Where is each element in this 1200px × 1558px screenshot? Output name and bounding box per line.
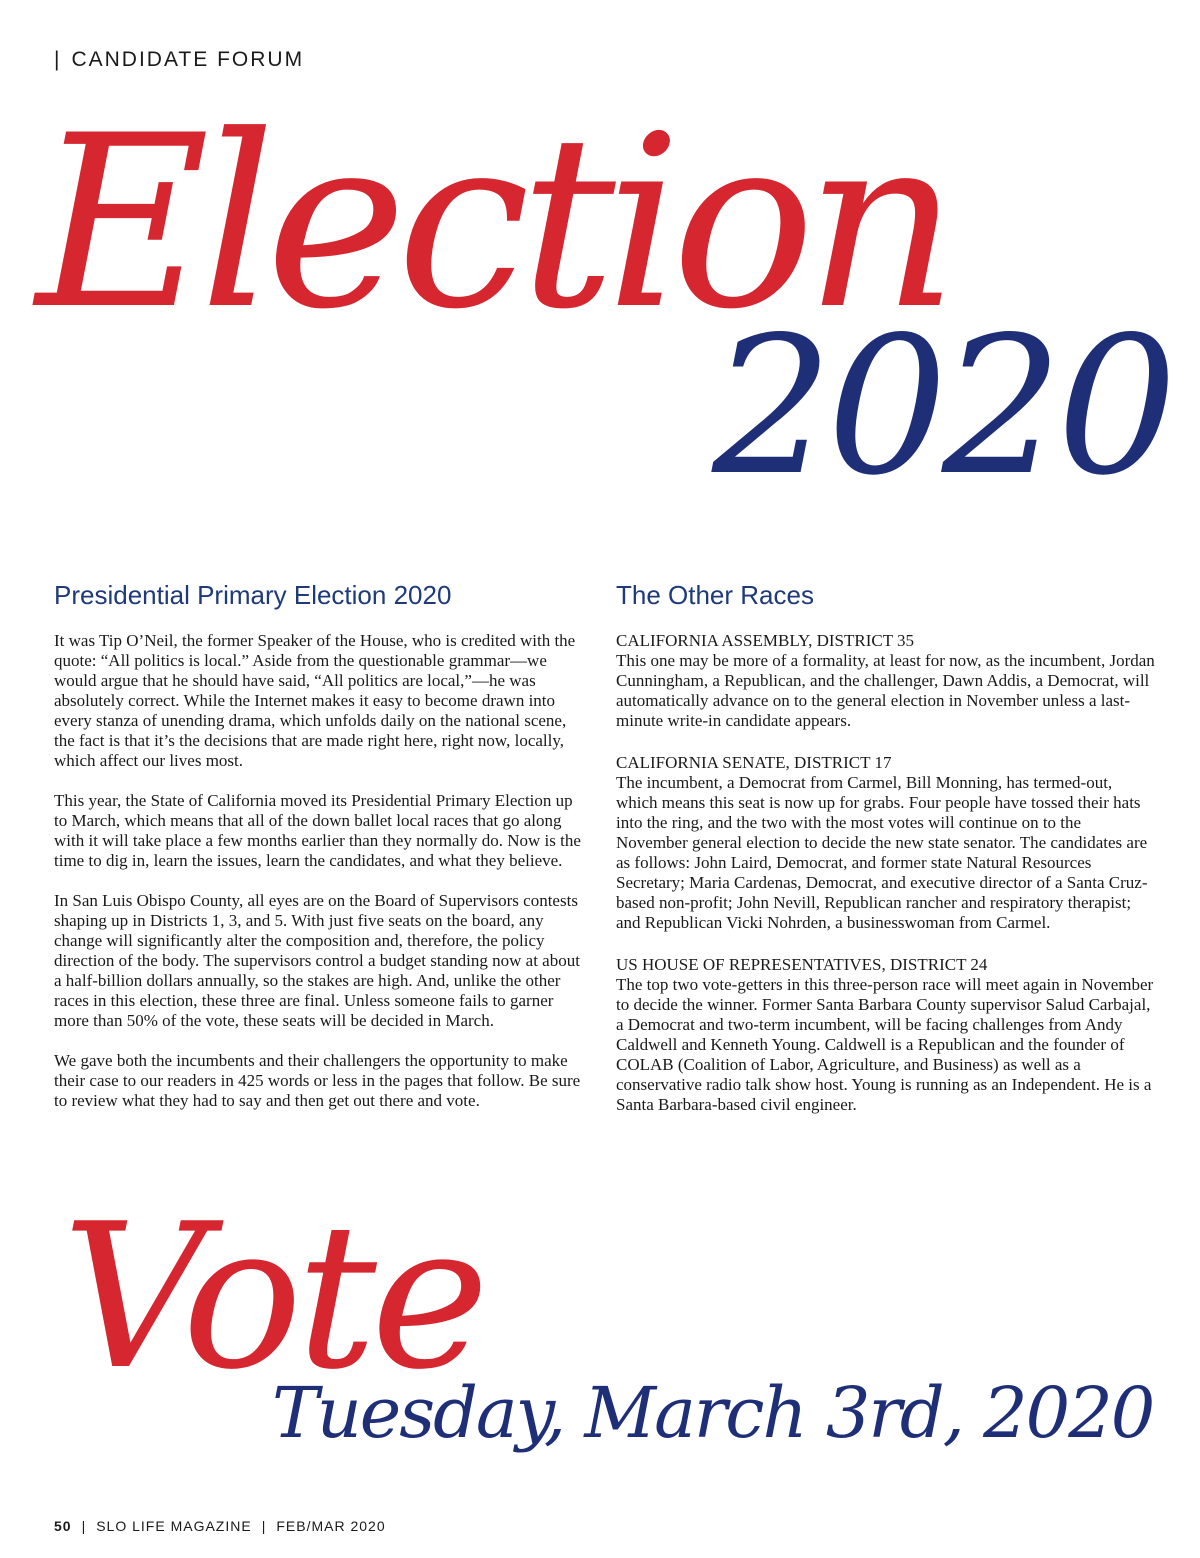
right-column bbox=[616, 580, 1156, 1137]
race-block bbox=[616, 631, 1156, 731]
race-block bbox=[616, 955, 1156, 1115]
right-column-heading: The Other Races bbox=[616, 580, 814, 610]
race-title: CALIFORNIA ASSEMBLY, DISTRICT 35 bbox=[616, 631, 915, 650]
section-name: CANDIDATE FORUM bbox=[71, 48, 305, 71]
page-footer bbox=[54, 1518, 386, 1534]
headline-year: 2020 bbox=[712, 296, 1172, 517]
article-paragraph: This year, the State of California moved its Presidential Primary Election up to March, which means that all of the down ballet local races that go along with it will take place a few months earlier than they normally do. Now is the time to dig in, learn the issues, learn the candidates, and what they believe. bbox=[54, 791, 581, 870]
section-label bbox=[54, 48, 304, 72]
left-column-heading: Presidential Primary Election 2020 bbox=[54, 580, 452, 610]
article-paragraph: It was Tip O’Neil, the former Speaker of the House, who is credited with the quote: “All politics is local.” Aside from the questionable grammar—we would argue that he should have said, “All politics are local,”—he was absolutely correct. While the Internet makes it easy to become drawn into every stanza of unending drama, which unfolds daily on the national scene, the fact is that it’s the decisions that are made right here, right now, locally, which affect our lives most. bbox=[54, 631, 576, 770]
race-title: US HOUSE OF REPRESENTATIVES, DISTRICT 24 bbox=[616, 955, 988, 974]
issue-date: FEB/MAR 2020 bbox=[276, 1518, 386, 1534]
headline-date: Tuesday, March 3rd, 2020 bbox=[272, 1372, 1154, 1454]
article-paragraph: We gave both the incumbents and their challengers the opportunity to make their case to our readers in 425 words or less in the pages that follow. Be sure to review what they had to say and then get out there and vote. bbox=[54, 1051, 581, 1110]
race-body: The top two vote-getters in this three-person race will meet again in November to decide the winner. Former Santa Barbara County supervisor Salud Carbajal, a Democrat and two-term incumbent, will be facing challenges from Andy Caldwell and Kenneth Young. Caldwell is a Republican and the founder of COLAB (Coalition of Labor, Agriculture, and Business) as well as a conservative radio talk show host. Young is running as an Independent. He is a Santa Barbara-based civil engineer. bbox=[616, 975, 1154, 1114]
section-separator: | bbox=[54, 48, 62, 71]
headline-election: Election bbox=[36, 85, 949, 362]
race-body: The incumbent, a Democrat from Carmel, Bill Monning, has termed-out, which means this seat is now up for grabs. Four people have tossed their hats into the ring, and the two with the most votes will continue on to the November general election to decide the new state senator. The candidates are as follows: John Laird, Democrat, and former state Natural Resources Secretary; Maria Cardenas, Democrat, and executive director of a Santa Cruz-based non-profit; John Nevill, Republican rancher and respiratory therapist; and Republican Vicki Nohrden, a businesswoman from Carmel. bbox=[616, 773, 1148, 932]
footer-separator: | bbox=[261, 1518, 267, 1534]
footer-separator: | bbox=[81, 1518, 87, 1534]
race-block bbox=[616, 753, 1156, 933]
headline-vote: Vote bbox=[62, 1181, 484, 1414]
magazine-name: SLO LIFE MAGAZINE bbox=[96, 1518, 252, 1534]
page-number: 50 bbox=[54, 1518, 72, 1534]
race-title: CALIFORNIA SENATE, DISTRICT 17 bbox=[616, 753, 892, 772]
article-paragraph: In San Luis Obispo County, all eyes are on the Board of Supervisors contests shaping up in Districts 1, 3, and 5. With just five seats on the board, any change will significantly alter the composition and, therefore, the policy direction of the body. The supervisors control a budget standing now at about a half-billion dollars annually, so the stakes are high. And, unlike the other races in this election, these three are final. Unless someone fails to garner more than 50% of the vote, these seats will be decided in March. bbox=[54, 891, 580, 1030]
left-column bbox=[54, 580, 584, 1131]
race-body: This one may be more of a formality, at least for now, as the incumbent, Jordan Cunningham, a Republican, and the challenger, Dawn Addis, a Democrat, will automatically advance on to the general election in November unless a last-minute write-in candidate appears. bbox=[616, 651, 1155, 730]
